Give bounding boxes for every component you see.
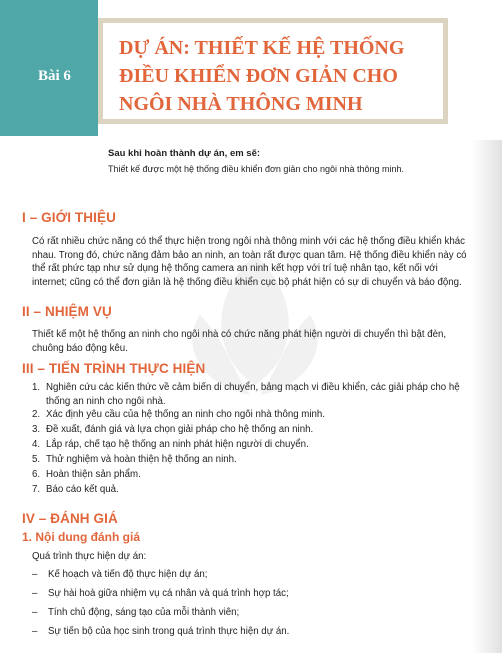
objectives-text: Thiết kế được một hệ thống điều khiển đơn giản cho ngôi nhà thông minh. [108,164,405,174]
evaluation-subheading: 1. Nội dung đánh giá [22,530,140,544]
step-text: Đề xuất, đánh giá và lựa chọn giải pháp cho hệ thống an ninh. [46,424,314,435]
lesson-title-box [98,18,448,124]
lesson-title-line-2: ĐIỀU KHIỂN ĐƠN GIẢN CHO [119,65,398,87]
lesson-label: Bài 6 [38,68,71,84]
step-number: 6. [32,469,41,480]
page-edge-shadow [472,140,502,653]
step-number: 3. [32,424,41,435]
step-number: 4. [32,439,41,450]
step-text: Nghiên cứu các kiến thức về cảm biến di chuyển, bảng mạch vi điều khiển, các giải pháp cho hệ thống an ninh cho ngôi nhà. [46,382,460,407]
step-text: Báo cáo kết quả. [46,484,119,495]
section-heading-introduction: I – GIỚI THIỆU [22,210,116,225]
evaluation-item-text: Tính chủ động, sáng tạo của mỗi thành viên; [48,607,240,618]
introduction-paragraph: Có rất nhiều chức năng có thể thực hiện trong ngôi nhà thông minh với các hệ thống điều khiển khác nhau. Trong đó, chức năng đảm bảo an ninh, an toàn rất được quan tâm. Hệ thống điều khiển này có thể rất phức tạp như sử dụng hệ thống camera an ninh kết hợp với trí tuệ nhân tạo, kết nối với internet; cũng có thể đơn giản là hệ thống điều khiển cục bộ phát hiện có sự di chuyển và báo động. [32,236,467,288]
step-text: Thử nghiệm và hoàn thiện hệ thống an ninh. [46,454,237,465]
lesson-title-line-3: NGÔI NHÀ THÔNG MINH [119,93,363,115]
evaluation-item-text: Sự hài hoà giữa nhiệm vụ cá nhân và quá trình hợp tác; [48,588,289,599]
step-text: Hoàn thiện sản phẩm. [46,469,141,480]
objectives-heading: Sau khi hoàn thành dự án, em sẽ: [108,148,261,159]
step-number: 2. [32,409,41,420]
evaluation-intro: Quá trình thực hiện dự án: [32,551,147,562]
section-heading-process: III – TIẾN TRÌNH THỰC HIỆN [22,361,206,376]
step-number: 7. [32,484,41,495]
section-heading-task: II – NHIỆM VỤ [22,304,112,319]
step-number: 1. [32,382,41,393]
step-number: 5. [32,454,41,465]
lesson-badge [0,0,98,136]
section-heading-evaluation: IV – ĐÁNH GIÁ [22,511,118,526]
evaluation-item-text: Kế hoạch và tiến độ thực hiện dự án; [48,569,208,580]
lesson-title-line-1: DỰ ÁN: THIẾT KẾ HỆ THỐNG [119,37,405,59]
evaluation-item-text: Sự tiến bộ của học sinh trong quá trình thực hiện dự án. [48,626,290,637]
step-text: Xác định yêu cầu của hệ thống an ninh cho ngôi nhà thông minh. [46,409,325,420]
task-paragraph: Thiết kế một hệ thống an ninh cho ngôi nhà có chức năng phát hiện người di chuyển thì bật đèn, chuông báo động kêu. [32,329,447,354]
step-text: Lắp ráp, chế tạo hệ thống an ninh phát hiện người di chuyển. [46,439,309,450]
